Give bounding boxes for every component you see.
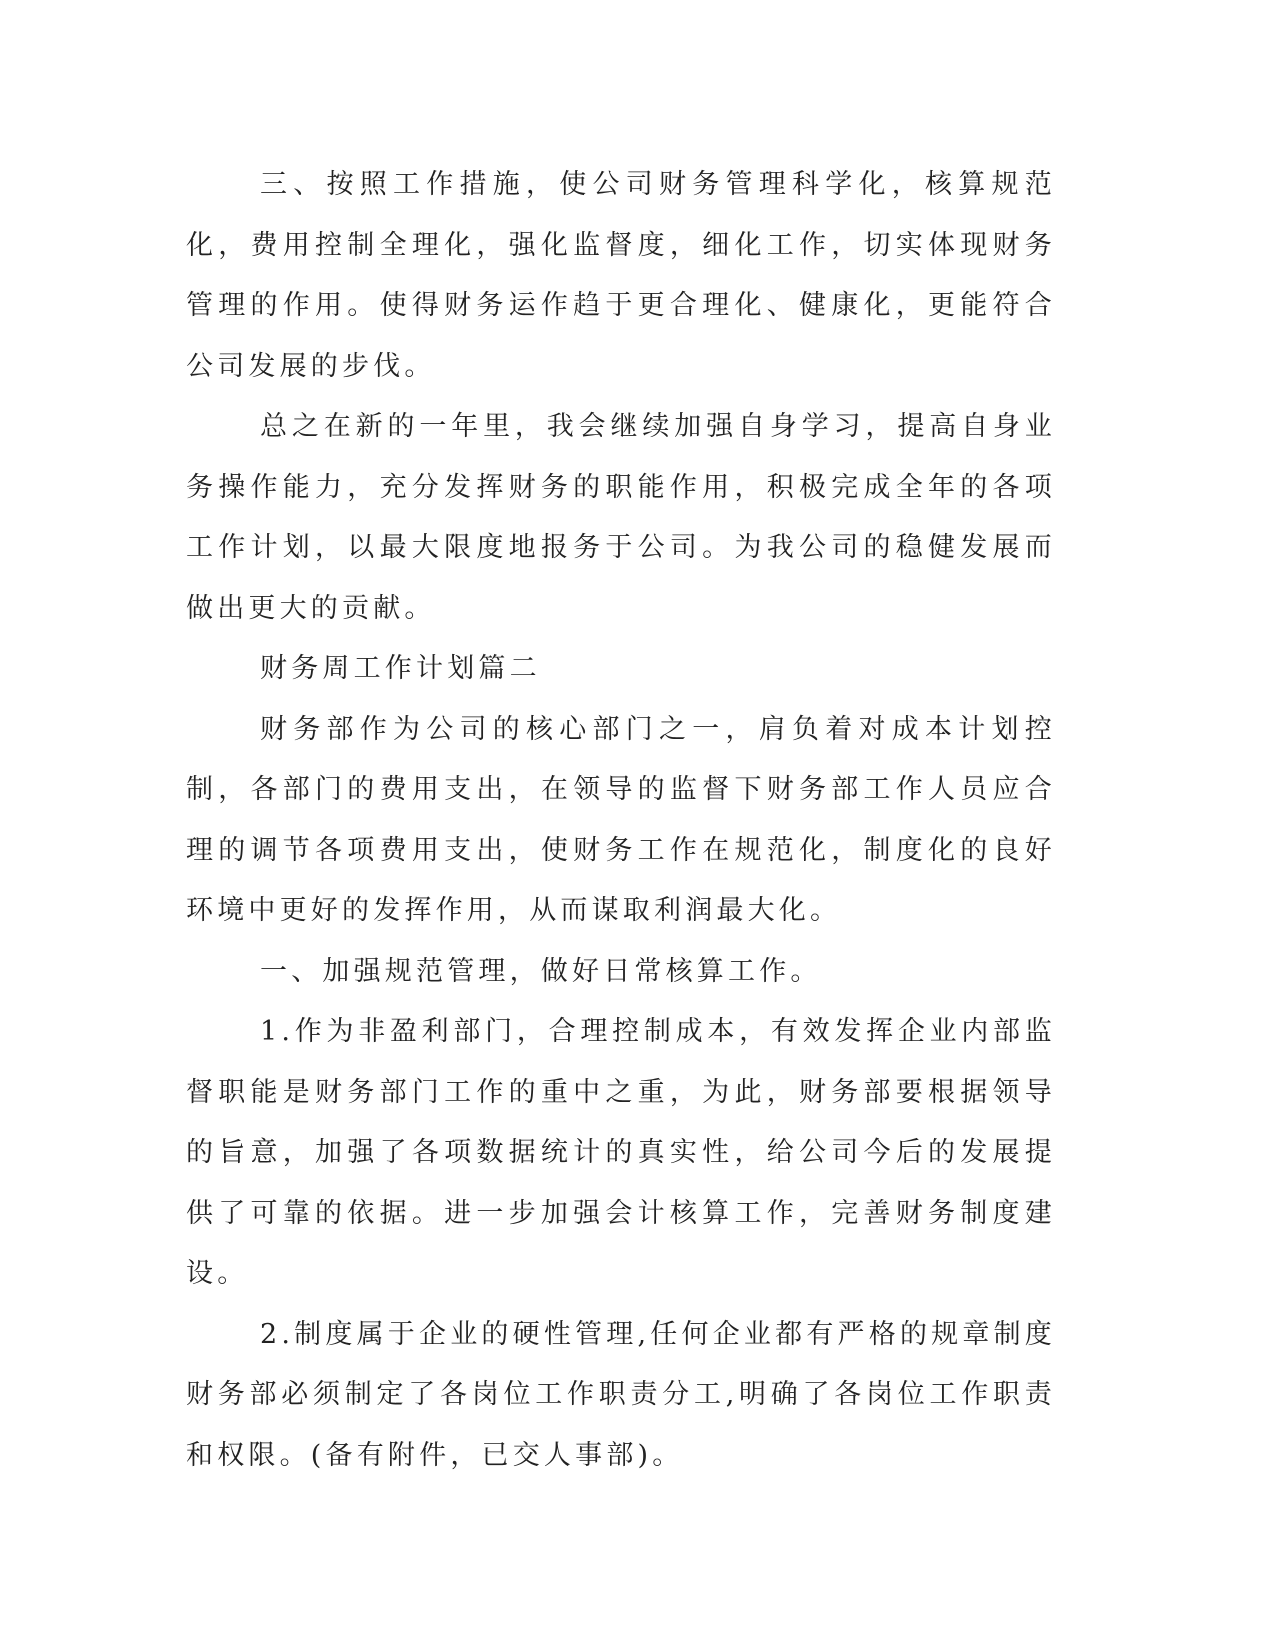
paragraph-item-2: 2.制度属于企业的硬性管理,任何企业都有严格的规章制度财务部必须制定了各岗位工作职责分工,明确了各岗位工作职责和权限。(备有附件，已交人事部)。 <box>186 1318 1056 1471</box>
paragraph-summary: 总之在新的一年里，我会继续加强自身学习，提高自身业务操作能力，充分发挥财务的职能作用，积极完成全年的各项工作计划，以最大限度地报务于公司。为我公司的稳健发展而做出更大的贡献。 <box>186 411 1056 624</box>
paragraph-measures: 三、按照工作措施，使公司财务管理科学化，核算规范化，费用控制全理化，强化监督度，细化工作，切实体现财务管理的作用。使得财务运作趋于更合理化、健康化，更能符合公司发展的步伐。 <box>186 169 1056 382</box>
paragraph-intro: 财务部作为公司的核心部门之一，肩负着对成本计划控制，各部门的费用支出，在领导的监督下财务部工作人员应合理的调节各项费用支出，使财务工作在规范化，制度化的良好环境中更好的发挥作用，从而谋取利润最大化。 <box>186 713 1056 926</box>
paragraph-item-1: 1.作为非盈利部门，合理控制成本，有效发挥企业内部监督职能是财务部门工作的重中之重，为此，财务部要根据领导的旨意，加强了各项数据统计的真实性，给公司今后的发展提供了可靠的依据。进一步加强会计核算工作，完善财务制度建设。 <box>186 1016 1056 1289</box>
section-heading: 财务周工作计划篇二 <box>260 653 541 684</box>
paragraph-point-one: 一、加强规范管理，做好日常核算工作。 <box>260 955 822 987</box>
document-body <box>186 155 1056 1486</box>
